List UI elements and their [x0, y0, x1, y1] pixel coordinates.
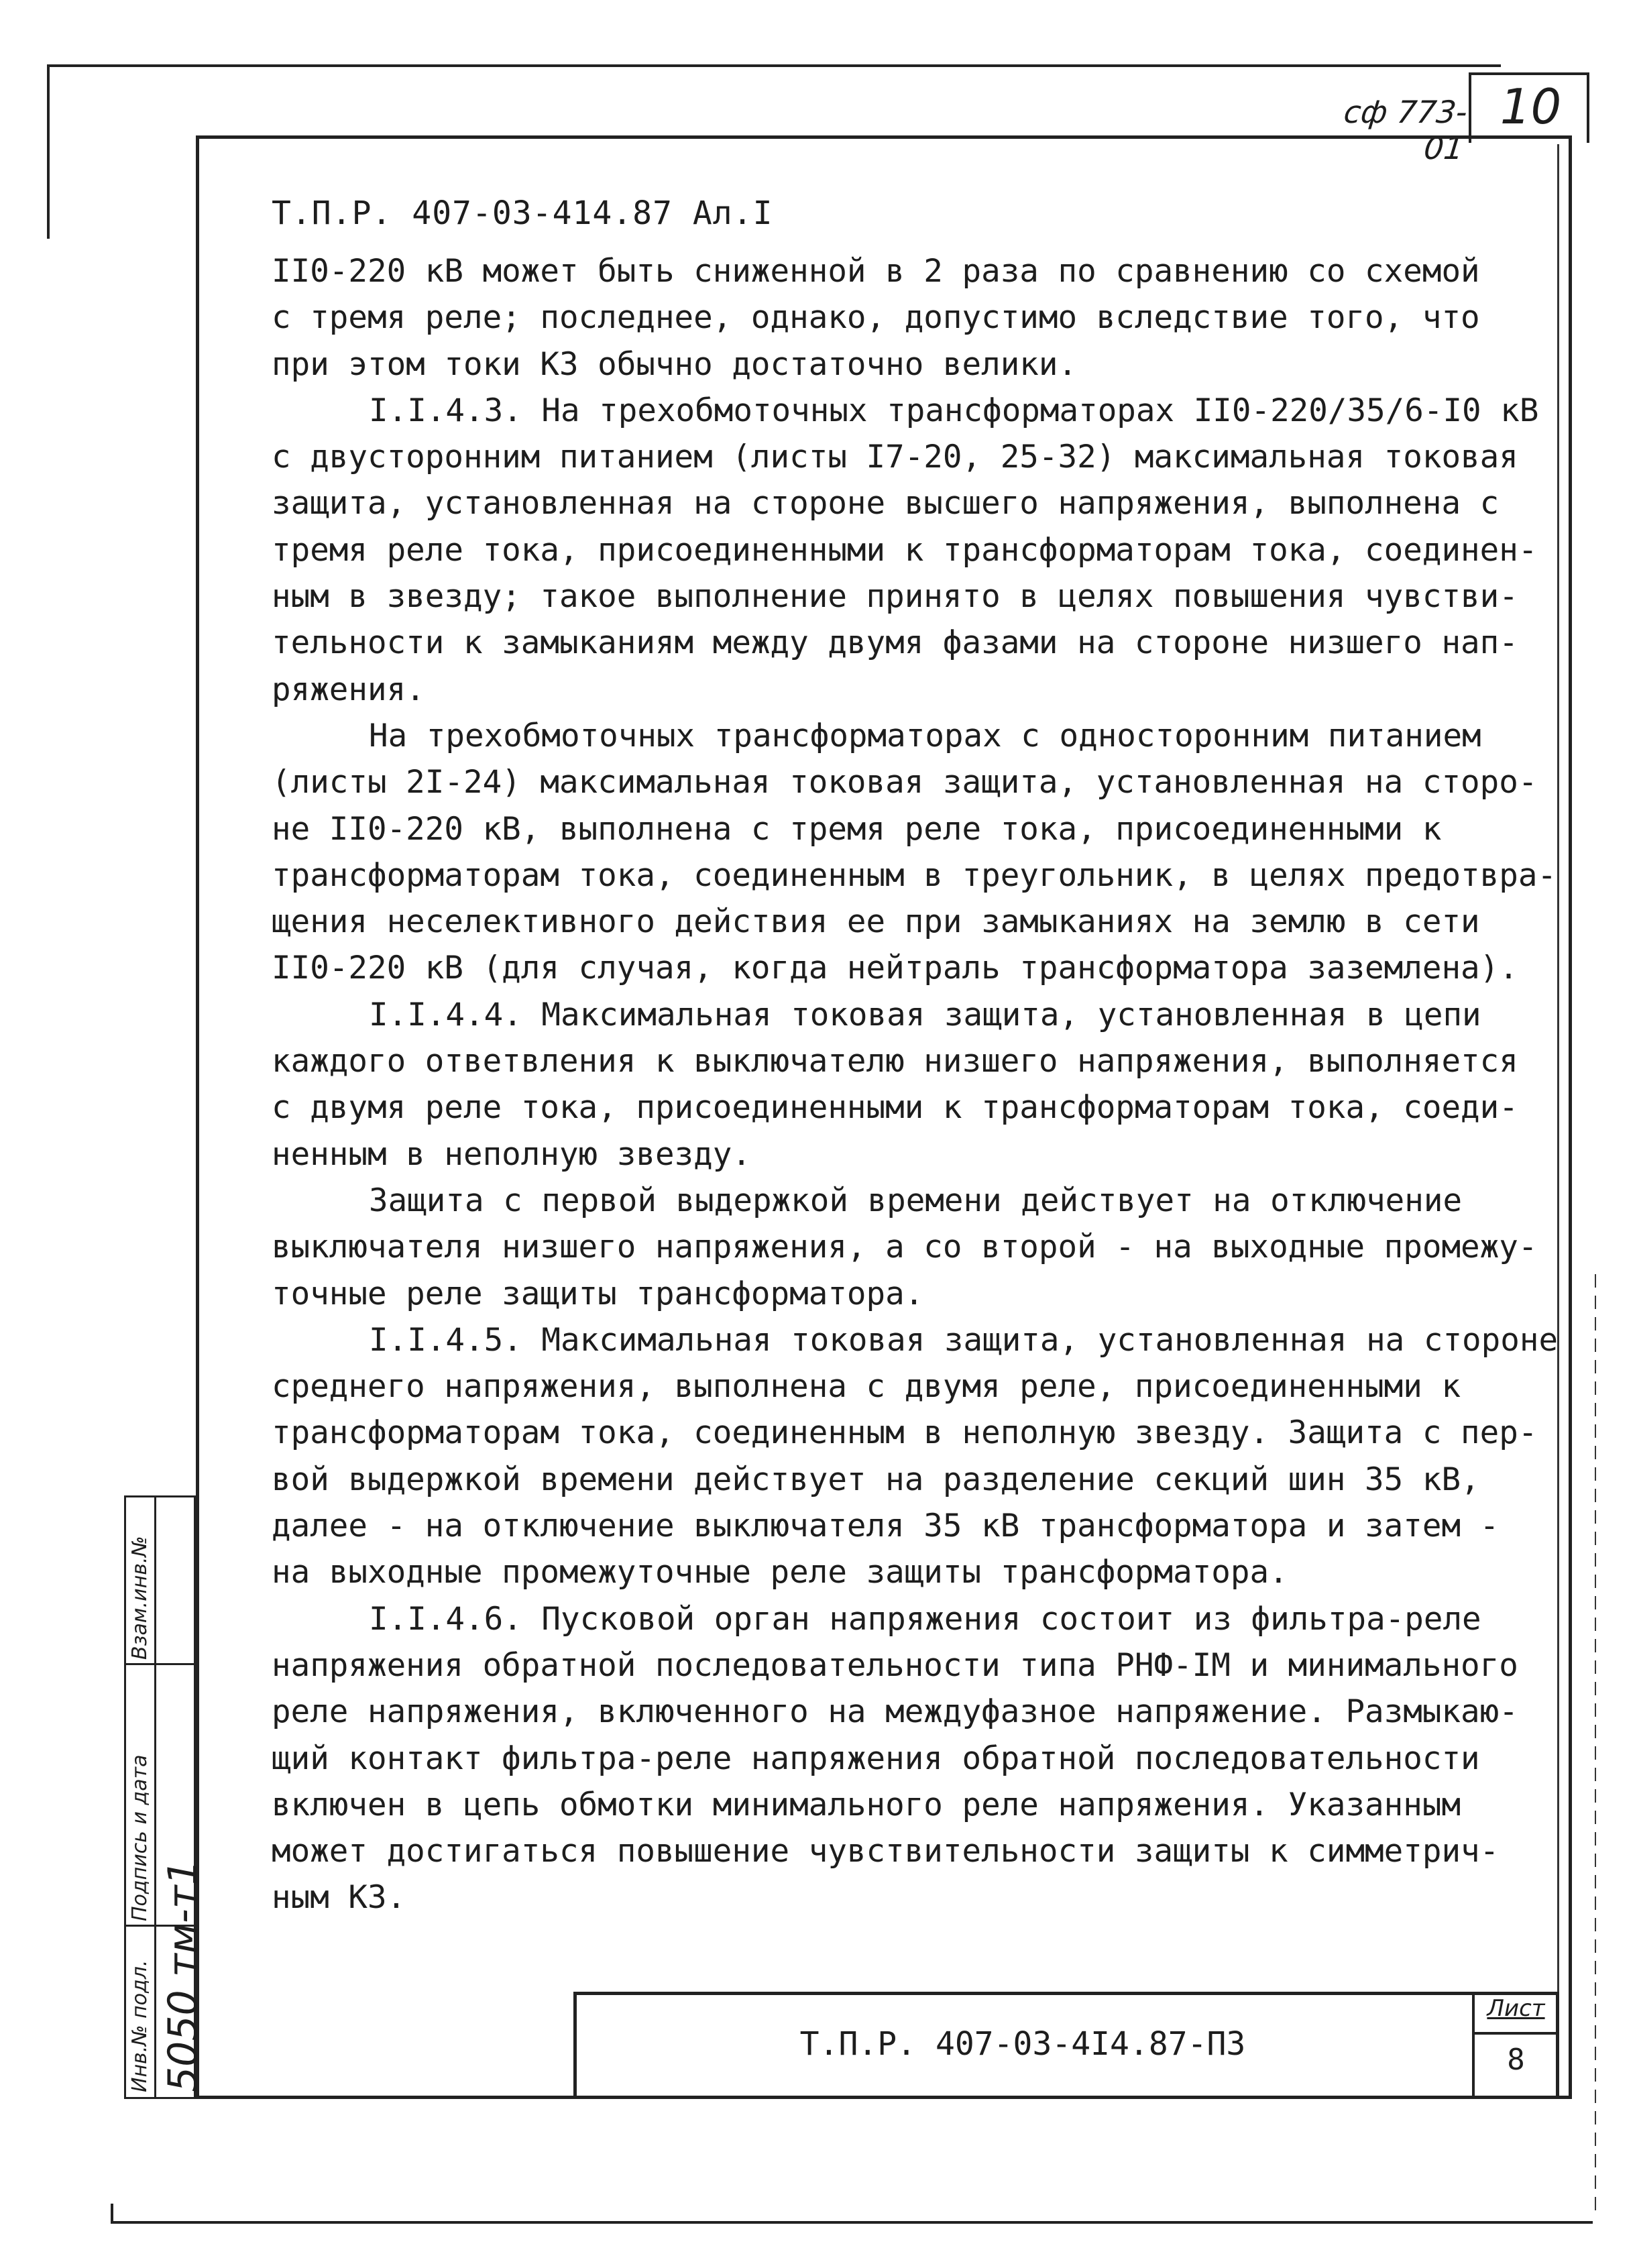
text-line: I.I.4.4. Максимальная токовая защита, установленная в цепи: [369, 996, 1481, 1033]
text-line: I.I.4.5. Максимальная токовая защита, установленная на стороне: [369, 1321, 1559, 1359]
title-block-rule: [1472, 2032, 1559, 2035]
document-body: [272, 248, 1559, 1921]
stamp-inventory-cell: [158, 1860, 207, 2092]
stamp-label-signature: Подпись и дата: [128, 1754, 152, 1921]
sheet-label: Лист: [1487, 1995, 1545, 2022]
text-line: тельности к замыканиям между двумя фазами на стороне низшего нап-: [272, 624, 1518, 662]
text-line: может достигаться повышение чувствительности защиты к симметрич-: [272, 1833, 1500, 1870]
text-line: ненным в неполную звезду.: [272, 1135, 751, 1173]
text-line: трансформаторам тока, соединенным в неполную звезду. Защита с пер-: [272, 1414, 1538, 1452]
stamp-inventory-number: 5050 тм-т1: [160, 1860, 207, 2092]
sheet-page-number: 8: [1507, 2043, 1525, 2077]
text-line: тремя реле тока, присоединенными к трансформаторам тока, соединен-: [272, 531, 1538, 569]
text-line: На трехобмоточных трансформаторах с односторонним питанием: [369, 717, 1481, 754]
scan-border-top: [47, 64, 1501, 67]
text-line: ным КЗ.: [272, 1879, 406, 1917]
text-line: с тремя реле; последнее, однако, допустимо вследствие того, что: [272, 299, 1480, 337]
text-line: (листы 2I-24) максимальная токовая защита, установленная на сторо-: [272, 764, 1538, 801]
text-line: включен в цепь обмотки минимального реле напряжения. Указанным: [272, 1786, 1461, 1823]
text-line: ряжения.: [272, 671, 425, 708]
document-heading: Т.П.Р. 407-03-414.87 Ал.I: [272, 194, 773, 232]
text-line: II0-220 кВ может быть сниженной в 2 раза по сравнению со схемой: [272, 253, 1480, 290]
text-line: каждого ответвления к выключателю низшего напряжения, выполняется: [272, 1043, 1518, 1080]
title-block-code: Т.П.Р. 407-03-4I4.87-ПЗ: [799, 2025, 1246, 2063]
text-line: защита, установленная на стороне высшего напряжения, выполнена с: [272, 485, 1500, 522]
text-line: напряжения обратной последовательности типа РНФ-IМ и минимального: [272, 1646, 1518, 1684]
text-line: щения неселективного действия ее при замыканиях на землю в сети: [272, 903, 1480, 941]
sheet-number: 10: [1500, 78, 1562, 135]
text-line: реле напряжения, включенного на междуфазное напряжение. Размыкаю-: [272, 1693, 1518, 1731]
text-line: выключателя низшего напряжения, а со второй - на выходные промежу-: [272, 1229, 1538, 1266]
text-line: Защита с первой выдержкой времени действует на отключение: [369, 1182, 1463, 1219]
text-line: не II0-220 кВ, выполнена с тремя реле тока, присоединенными к: [272, 810, 1442, 848]
stamp-label-replace-inv: Взам.инв.№: [128, 1536, 152, 1660]
text-line: II0-220 кВ (для случая, когда нейтраль трансформатора заземлена).: [272, 950, 1518, 987]
catalog-reference: сф 773-01: [1342, 94, 1469, 166]
text-line: при этом токи КЗ обычно достаточно велики.: [272, 345, 1078, 383]
text-line: с двумя реле тока, присоединенными к трансформаторам тока, соеди-: [272, 1089, 1518, 1127]
text-line: I.I.4.6. Пусковой орган напряжения состоит из фильтра-реле: [369, 1600, 1481, 1638]
text-line: с двусторонним питанием (листы I7-20, 25-32) максимальная токовая: [272, 439, 1518, 476]
scan-border-bottom: [111, 2221, 1593, 2224]
text-line: на выходные промежуточные реле защиты трансформатора.: [272, 1554, 1288, 1591]
scan-border-left: [47, 64, 50, 239]
text-line: далее - на отключение выключателя 35 кВ трансформатора и затем -: [272, 1508, 1500, 1545]
text-line: I.I.4.3. На трехобмоточных трансформаторах II0-220/35/6-I0 кВ: [369, 392, 1539, 429]
stamp-label-inventory: Инв.№ подл.: [128, 1960, 152, 2092]
text-line: точные реле защиты трансформатора.: [272, 1275, 924, 1312]
side-stamp-labels: [125, 1499, 154, 2096]
scan-border-right: [1595, 1274, 1596, 2213]
page-frame-inner-line: [1557, 144, 1559, 2099]
text-line: среднего напряжения, выполнена с двумя реле, присоединенными к: [272, 1368, 1461, 1406]
text-line: щий контакт фильтра-реле напряжения обратной последовательности: [272, 1740, 1480, 1777]
text-line: ным в звезду; такое выполнение принято в целях повышения чувстви-: [272, 578, 1518, 616]
text-line: вой выдержкой времени действует на разделение секций шин 35 кВ,: [272, 1461, 1480, 1498]
side-stamp-divider: [154, 1495, 156, 2099]
text-line: трансформаторам тока, соединенным в треугольник, в целях предотвра-: [272, 856, 1557, 894]
scan-border-tick: [111, 2204, 113, 2224]
